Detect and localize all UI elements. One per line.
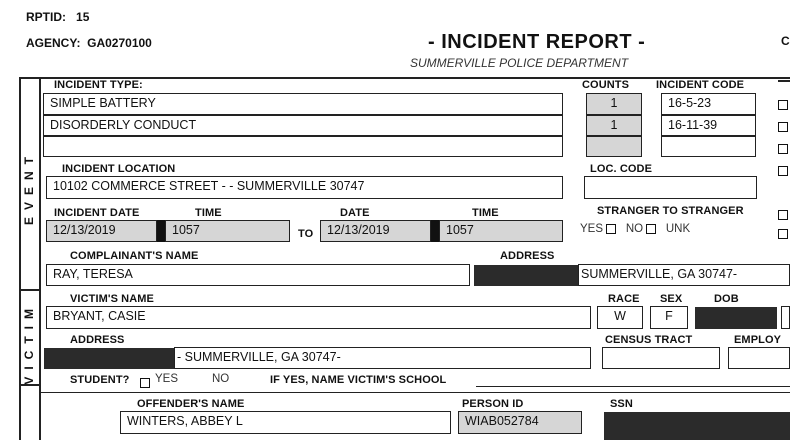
agency-label: AGENCY: [26,36,81,50]
race-field[interactable]: W [597,306,643,329]
edge-checkbox[interactable] [778,140,788,158]
loc-code-field[interactable] [584,176,757,199]
time2-field[interactable]: 1057 [439,220,563,242]
offender-name-field[interactable]: WINTERS, ABBEY L [120,411,451,434]
agency [26,36,152,50]
edge-checkbox[interactable] [778,225,788,243]
redacted-ssn [604,412,790,440]
complainant-address-field[interactable]: SUMMERVILLE, GA 30747- [578,264,790,286]
edge-checkbox[interactable] [778,206,788,224]
location-label: INCIDENT LOCATION [62,163,176,175]
incident-type-field[interactable]: DISORDERLY CONDUCT [43,115,563,136]
victim-address-field[interactable]: - SUMMERVILLE, GA 30747- [174,347,591,369]
date2-divider [431,220,439,242]
edge-mark [778,80,790,82]
employ-label: EMPLOY [734,334,782,346]
edge-checkbox[interactable] [778,96,788,114]
to-label: TO [298,228,314,240]
sex-label: SEX [660,293,683,305]
count-field[interactable]: 1 [586,115,642,136]
census-tract-label: CENSUS TRACT [605,334,693,346]
redacted-victim-address [44,348,174,369]
stranger-no-checkbox[interactable] [646,224,656,234]
incident-code-field[interactable]: 16-11-39 [661,115,756,136]
edge-checkbox[interactable] [778,162,788,180]
incident-type-label: INCIDENT TYPE: [54,79,143,91]
incident-date-field[interactable]: 12/13/2019 [46,220,157,242]
complainant-label: COMPLAINANT'S NAME [70,250,199,262]
edge-field[interactable] [781,306,790,329]
stranger-unk-label: UNK [665,223,691,235]
complainant-name-field[interactable]: RAY, TERESA [46,264,470,286]
student-yes-checkbox[interactable] [140,374,150,392]
incident-code-label: INCIDENT CODE [656,79,745,91]
student-yes-label: YES [155,373,179,385]
rptid [26,10,89,24]
redacted-dob [695,307,777,329]
rptid-value: 15 [76,10,90,24]
sex-field[interactable]: F [650,306,688,329]
stranger-no-label: NO [625,223,644,235]
ssn-label: SSN [610,398,633,410]
edge-char: C [781,34,790,48]
loc-code-label: LOC. CODE [590,163,653,175]
department-name: SUMMERVILLE POLICE DEPARTMENT [410,56,629,70]
offender-name-label: OFFENDER'S NAME [137,398,245,410]
victim-name-label: VICTIM'S NAME [70,293,154,305]
stranger-yes-label: YES [580,223,604,235]
incident-time-field[interactable]: 1057 [165,220,290,242]
victim-address-label: ADDRESS [70,334,125,346]
incident-code-field[interactable]: 16-5-23 [661,93,756,115]
person-id-label: PERSON ID [462,398,524,410]
time-label: TIME [195,207,222,219]
report-title: - INCIDENT REPORT - [428,31,646,53]
stranger-label: STRANGER TO STRANGER [597,205,744,217]
edge-checkbox[interactable] [778,118,788,136]
offender-divider [41,392,790,393]
count-field[interactable] [586,136,642,157]
date2-label: DATE [340,207,370,219]
person-id-field[interactable]: WIAB052784 [458,411,582,434]
stranger-yes-checkbox[interactable] [606,224,616,234]
victim-section-label: VICTIM [22,302,36,385]
redacted-address [474,265,578,286]
counts-label: COUNTS [582,79,630,91]
student-no-label: NO [212,373,230,385]
census-tract-field[interactable] [602,347,720,369]
stranger-options [580,223,690,235]
date2-field[interactable]: 12/13/2019 [320,220,431,242]
event-section-label: EVENT [22,150,36,226]
incident-type-field[interactable]: SIMPLE BATTERY [43,93,563,115]
school-label: IF YES, NAME VICTIM'S SCHOOL [270,374,447,386]
student-label: STUDENT? [70,374,130,386]
victim-name-field[interactable]: BRYANT, CASIE [46,306,591,329]
location-field[interactable]: 10102 COMMERCE STREET - - SUMMERVILLE 30747 [46,176,563,199]
incident-date-label: INCIDENT DATE [54,207,140,219]
employ-field[interactable] [728,347,790,369]
complainant-address-label: ADDRESS [500,250,555,262]
section-divider-1 [19,289,41,291]
date-divider [157,220,165,242]
dob-label: DOB [714,293,739,305]
count-field[interactable]: 1 [586,93,642,115]
rptid-label: RPTID: [26,10,66,24]
incident-code-field[interactable] [661,136,756,157]
race-label: RACE [608,293,640,305]
agency-value: GA0270100 [87,36,152,50]
school-line [476,386,790,387]
incident-type-field[interactable] [43,136,563,157]
time2-label: TIME [472,207,499,219]
